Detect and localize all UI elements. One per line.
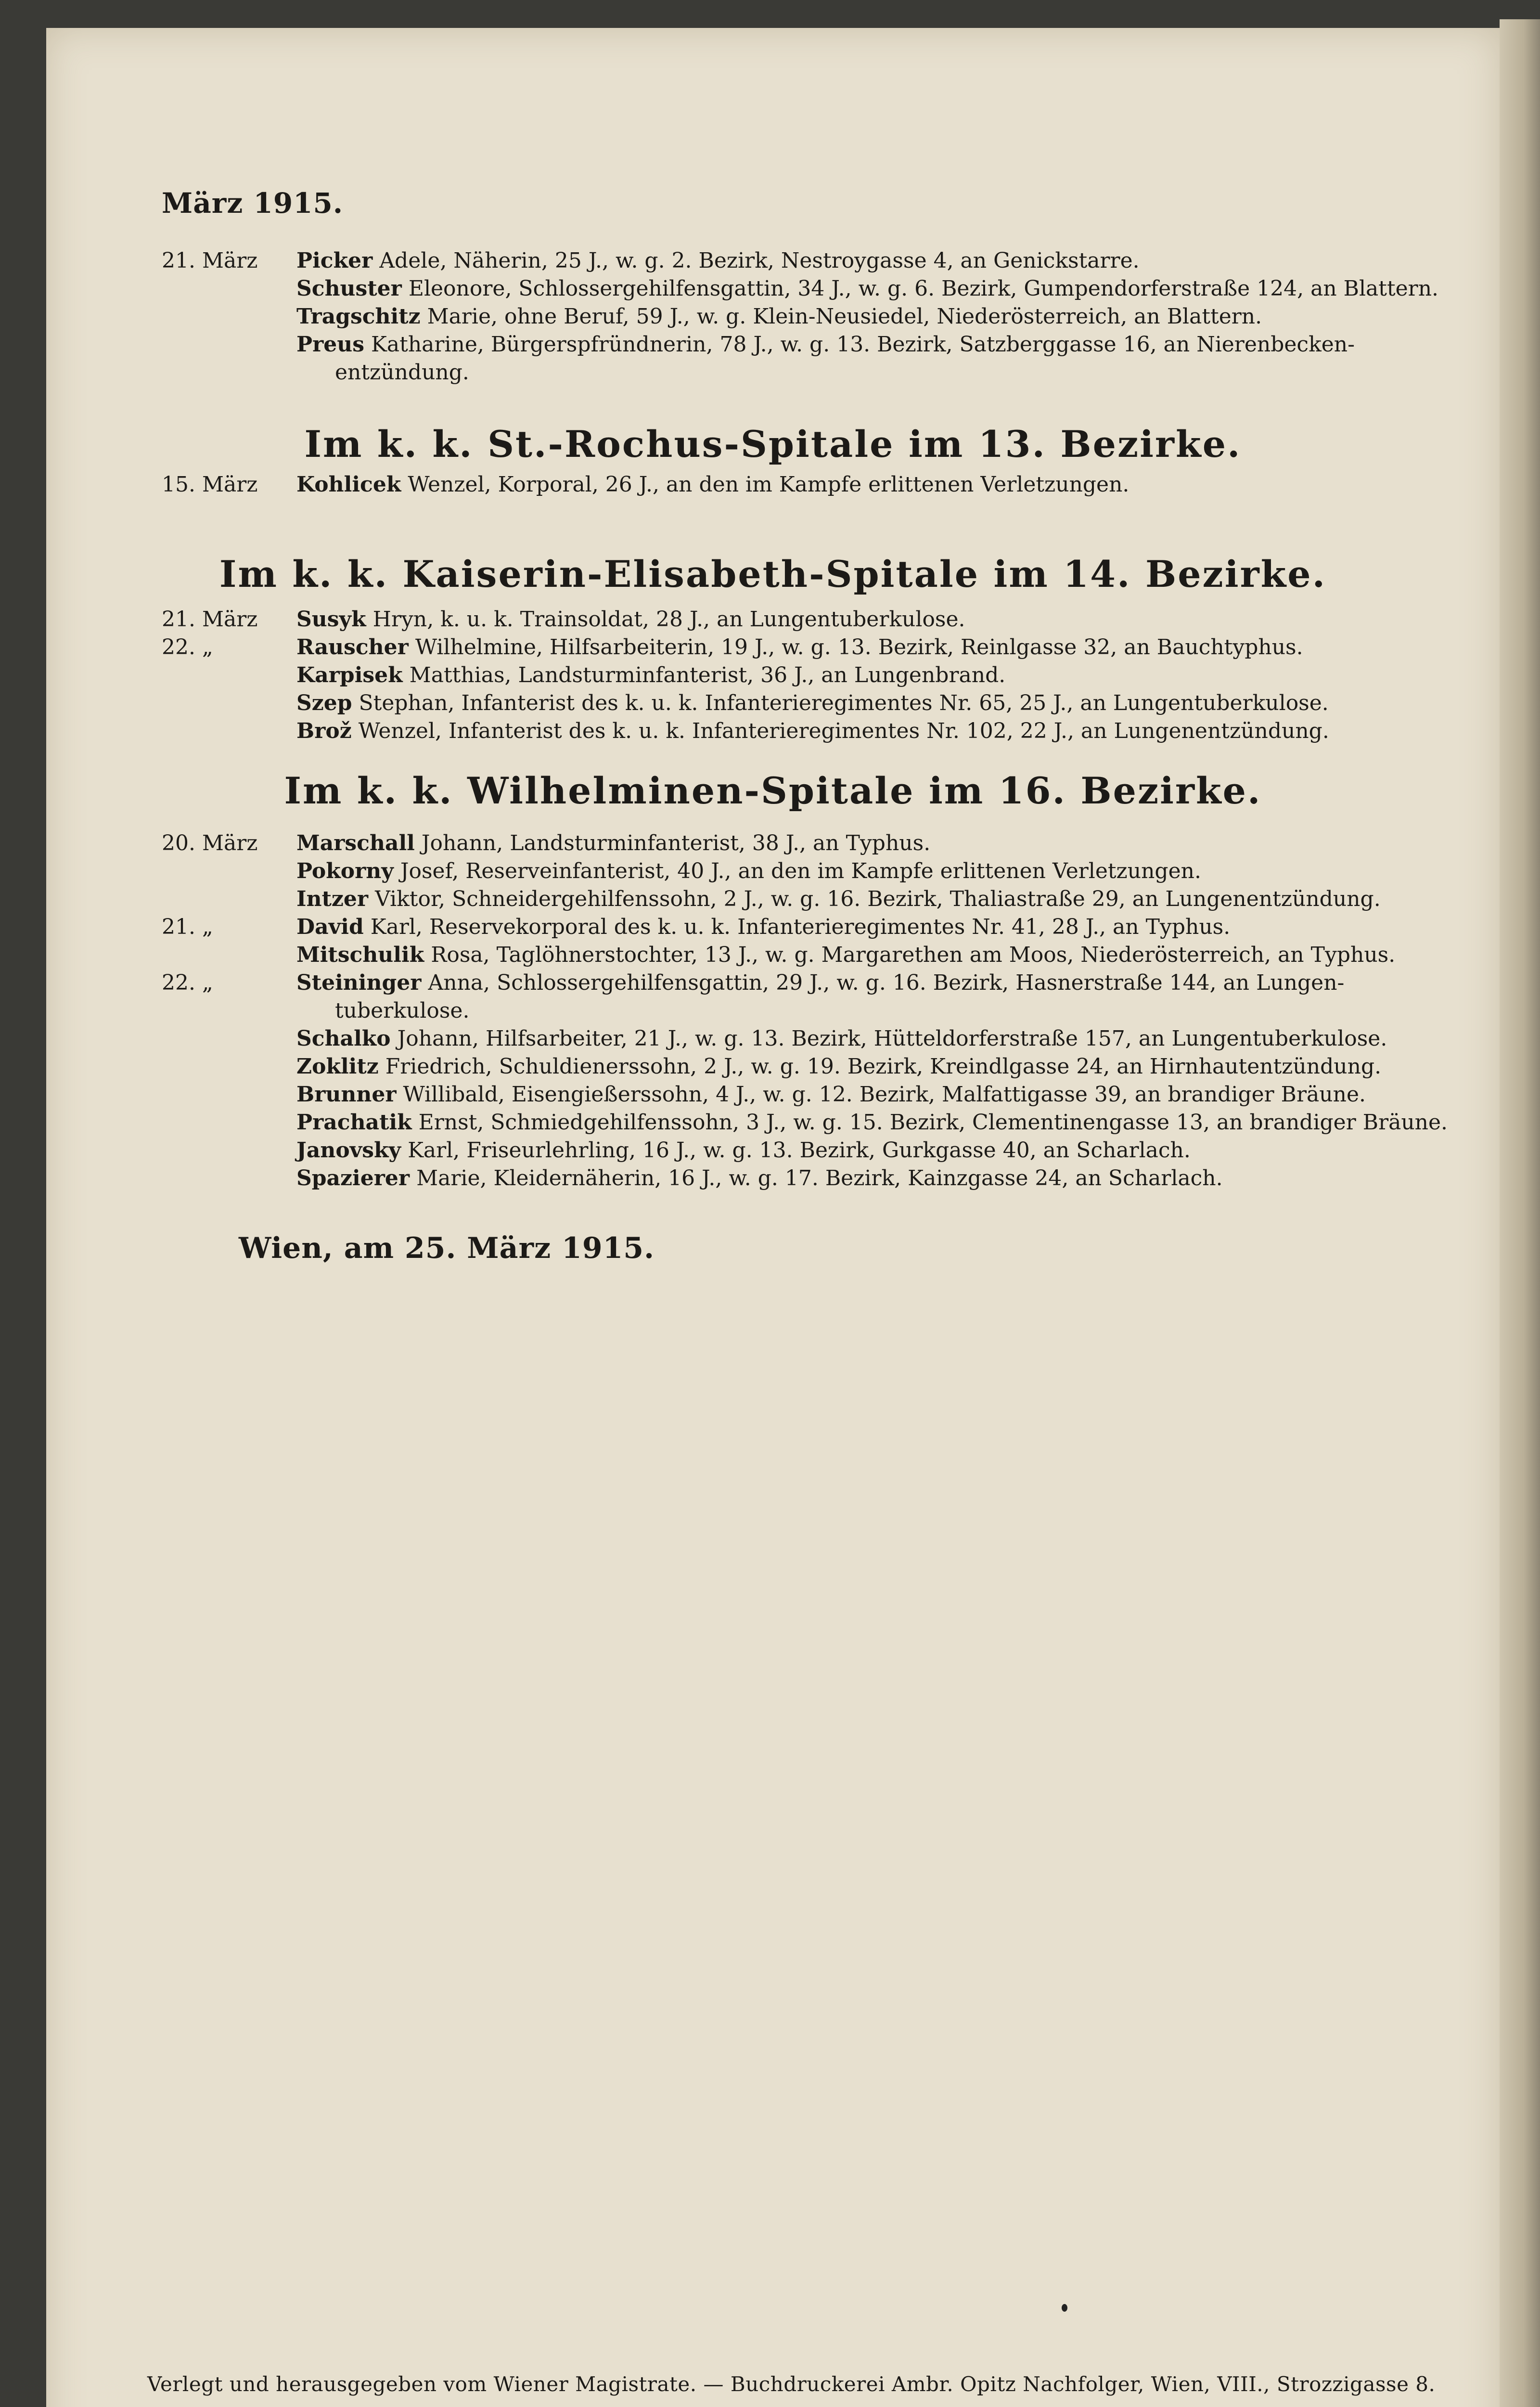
entry-text	[296, 661, 1461, 689]
entry-text	[296, 331, 1461, 359]
entry-details: Wenzel, Korporal, 26 J., an den im Kampfe erlittenen Verletzungen.	[408, 472, 1129, 497]
entry-text	[296, 1109, 1461, 1137]
death-record-entry	[46, 303, 1500, 331]
entry-details: Marie, ohne Beruf, 59 J., w. g. Klein-Neusiedel, Niederösterreich, an Blattern.	[427, 304, 1262, 329]
page-edge	[1500, 19, 1540, 2407]
entry-date: 21. März	[162, 607, 258, 632]
entry-text	[296, 1025, 1461, 1053]
section-title: Im k. k. Kaiserin-Elisabeth-Spitale im 14. Bezirke.	[219, 553, 1327, 595]
death-record-entry	[46, 247, 1500, 275]
document-content	[46, 28, 1500, 2407]
death-record-entry	[46, 969, 1500, 997]
entry-details: Wilhelmine, Hilfsarbeiterin, 19 J., w. g. 13. Bezirk, Reinlgasse 32, an Bauchtyphus.	[415, 635, 1303, 660]
entry-details: Friedrich, Schuldienerssohn, 2 J., w. g. 19. Bezirk, Kreindlgasse 24, an Hirnhautentzündung.	[385, 1054, 1382, 1079]
entry-details: Willibald, Eisengießerssohn, 4 J., w. g. 12. Bezirk, Malfattigasse 39, an brandiger Bräune.	[403, 1082, 1366, 1107]
entry-surname: Brunner	[296, 1082, 397, 1107]
entry-date: 21. März	[162, 248, 258, 273]
ink-spot	[1062, 2304, 1067, 2312]
entry-date: 20. März	[162, 831, 258, 855]
entry-surname: Janovsky	[296, 1138, 401, 1163]
entry-text	[296, 689, 1461, 717]
entry-surname: Schalko	[296, 1026, 391, 1051]
entry-text	[296, 1053, 1461, 1081]
death-record-entry	[46, 885, 1500, 913]
entry-details: Katharine, Bürgerspfründnerin, 78 J., w. g. 13. Bezirk, Satzberggasse 16, an Nierenbecken-	[371, 332, 1355, 357]
entry-surname: Tragschitz	[296, 304, 421, 329]
death-record-entry	[46, 1165, 1500, 1192]
entry-text	[296, 857, 1461, 885]
death-record-entry	[46, 717, 1500, 745]
entry-details: Wenzel, Infanterist des k. u. k. Infanterieregimentes Nr. 102, 22 J., an Lungenentzündung.	[358, 719, 1329, 743]
entry-surname: Kohlicek	[296, 472, 401, 497]
entry-text	[296, 829, 1461, 857]
death-record-entry	[46, 606, 1500, 634]
entry-continuation	[46, 359, 1500, 387]
entry-date: 22. „	[162, 971, 213, 995]
entry-date: 21. „	[162, 915, 213, 939]
death-record-entry	[46, 689, 1500, 717]
death-record-entry	[46, 1137, 1500, 1165]
entry-surname: David	[296, 915, 364, 939]
entry-surname: Szep	[296, 691, 352, 715]
death-record-entry	[46, 634, 1500, 661]
section-title: Im k. k. St.-Rochus-Spitale im 13. Bezirke.	[304, 423, 1242, 466]
entry-details: Johann, Landsturminfanterist, 38 J., an Typhus.	[421, 831, 931, 855]
entry-details: Stephan, Infanterist des k. u. k. Infanterieregimentes Nr. 65, 25 J., an Lungentuberkulose.	[359, 691, 1329, 715]
entry-text	[296, 247, 1461, 275]
entry-details: Johann, Hilfsarbeiter, 21 J., w. g. 13. Bezirk, Hütteldorferstraße 157, an Lungentuberkulose.	[397, 1026, 1387, 1051]
death-record-entry	[46, 913, 1500, 941]
entry-surname: Pokorny	[296, 859, 394, 883]
entry-details: Rosa, Taglöhnerstochter, 13 J., w. g. Margarethen am Moos, Niederösterreich, an Typhus.	[431, 943, 1396, 967]
death-record-entry	[46, 1025, 1500, 1053]
entry-surname: Spazierer	[296, 1166, 410, 1191]
entry-text	[296, 1165, 1461, 1192]
entry-text	[296, 1081, 1461, 1109]
death-record-entry	[46, 941, 1500, 969]
entry-surname: Rauscher	[296, 635, 409, 660]
entry-details: Adele, Näherin, 25 J., w. g. 2. Bezirk, Nestroygasse 4, an Genickstarre.	[379, 248, 1140, 273]
closing-line: Wien, am 25. März 1915.	[239, 1231, 654, 1265]
entry-date: 15. März	[162, 472, 258, 497]
entry-surname: Brož	[296, 719, 352, 743]
entry-details: Eleonore, Schlossergehilfensgattin, 34 J., w. g. 6. Bezirk, Gumpendorferstraße 124, an Blattern.	[408, 276, 1439, 301]
entry-details: Marie, Kleidernäherin, 16 J., w. g. 17. Bezirk, Kainzgasse 24, an Scharlach.	[416, 1166, 1223, 1191]
entry-surname: Karpisek	[296, 663, 403, 687]
entry-surname: Marschall	[296, 831, 415, 855]
entry-details: Karl, Friseurlehrling, 16 J., w. g. 13. Bezirk, Gurkgasse 40, an Scharlach.	[408, 1138, 1191, 1163]
death-record-entry	[46, 1081, 1500, 1109]
entry-surname: Zoklitz	[296, 1054, 379, 1079]
document-page	[46, 28, 1500, 2407]
entry-details: Matthias, Landsturminfanterist, 36 J., an Lungenbrand.	[409, 663, 1006, 687]
entry-details: Viktor, Schneidergehilfenssohn, 2 J., w. g. 16. Bezirk, Thaliastraße 29, an Lungenentzündung.	[375, 887, 1381, 911]
entry-text	[296, 303, 1461, 331]
entry-surname: Schuster	[296, 276, 402, 301]
section-title: Im k. k. Wilhelminen-Spitale im 16. Bezirke.	[284, 769, 1262, 812]
entry-details: Josef, Reserveinfanterist, 40 J., an den im Kampfe erlittenen Verletzungen.	[400, 859, 1201, 883]
entry-text	[296, 606, 1461, 634]
death-record-entry	[46, 857, 1500, 885]
entry-surname: Mitschulik	[296, 943, 424, 967]
entry-details: Hryn, k. u. k. Trainsoldat, 28 J., an Lungentuberkulose.	[372, 607, 965, 632]
entry-surname: Prachatik	[296, 1110, 412, 1135]
entry-text	[296, 913, 1461, 941]
entry-text	[296, 941, 1461, 969]
entry-details: Karl, Reservekorporal des k. u. k. Infanterieregimentes Nr. 41, 28 J., an Typhus.	[370, 915, 1231, 939]
entry-text	[296, 471, 1461, 499]
death-record-entry	[46, 829, 1500, 857]
entry-text	[296, 885, 1461, 913]
entry-surname: Preus	[296, 332, 365, 357]
entry-surname: Intzer	[296, 887, 369, 911]
header-date: März 1915.	[162, 187, 344, 220]
entry-text	[296, 1137, 1461, 1165]
death-record-entry	[46, 331, 1500, 359]
entry-text	[296, 969, 1461, 997]
death-record-entry	[46, 1109, 1500, 1137]
continuation-text: tuberkulose.	[335, 998, 470, 1023]
entry-text	[296, 634, 1461, 661]
entry-continuation	[46, 997, 1500, 1025]
entry-surname: Steininger	[296, 971, 422, 995]
publisher-footer: Verlegt und herausgegeben vom Wiener Magistrate. — Buchdruckerei Ambr. Opitz Nachfolger, Wien, VIII., Strozzigasse 8.	[147, 2372, 1436, 2396]
death-record-entry	[46, 275, 1500, 303]
entry-surname: Susyk	[296, 607, 366, 632]
death-record-entry	[46, 661, 1500, 689]
entry-text	[296, 275, 1461, 303]
entry-details: Anna, Schlossergehilfensgattin, 29 J., w. g. 16. Bezirk, Hasnerstraße 144, an Lungen-	[428, 971, 1345, 995]
entry-details: Ernst, Schmiedgehilfenssohn, 3 J., w. g. 15. Bezirk, Clementinengasse 13, an brandiger Bräune.	[418, 1110, 1448, 1135]
death-record-entry	[46, 471, 1500, 499]
entry-text	[296, 717, 1461, 745]
continuation-text: entzündung.	[335, 360, 469, 385]
death-record-entry	[46, 1053, 1500, 1081]
entry-date: 22. „	[162, 635, 213, 660]
entry-surname: Picker	[296, 248, 373, 273]
